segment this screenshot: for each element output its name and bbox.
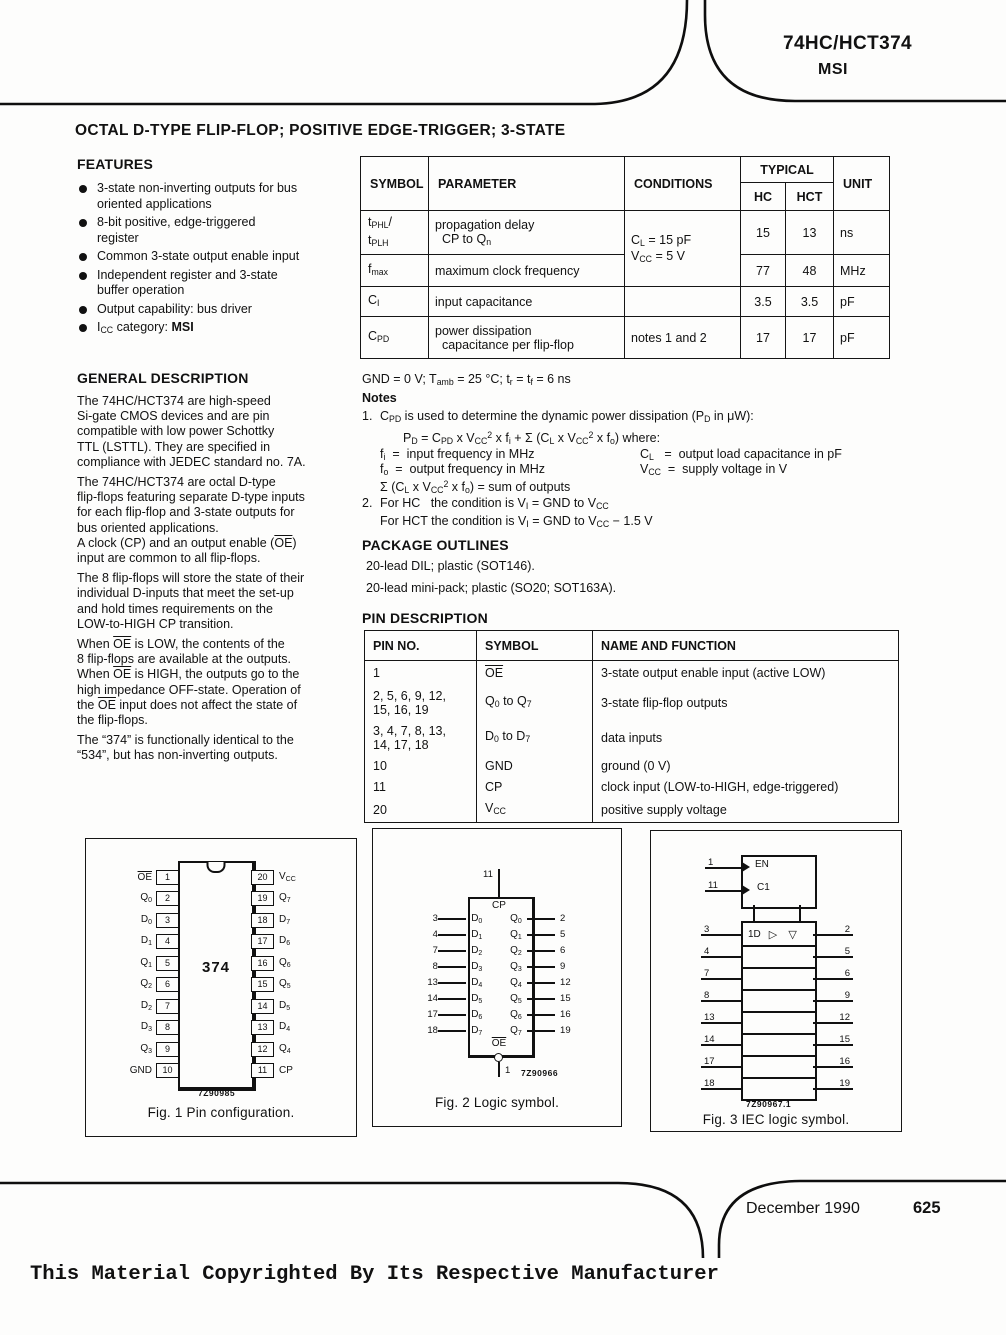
pin-row: $Q_2$ 6 15 $Q_5$ xyxy=(140,978,291,990)
en-label: EN xyxy=(755,859,769,870)
oe-label: $\overline{OE}$ xyxy=(491,1038,507,1049)
signal-row: 8 $D_3$ $Q_3$ 9 xyxy=(432,960,566,973)
flipflop-cell xyxy=(743,1033,815,1055)
pin-row: $D_3$ 8 13 $D_4$ xyxy=(140,1021,291,1033)
table-row: 1 $\overline{OE}$ 3-state output enable input (active LOW) xyxy=(365,661,899,686)
pin-number: 19 xyxy=(813,1078,853,1090)
pin-number: 8 xyxy=(701,990,741,1002)
feature-item: 3-state non-inverting outputs for bus oriented applications xyxy=(77,181,369,212)
description-paragraph: The 74HC/HCT374 are high-speed Si-gate CMOS devices and are pin compatible with low power Schottky TTL (LSTTL). They are specified in compliance with JEDEC standard no. 7A. xyxy=(77,394,306,469)
signal-row: 7 $D_2$ $Q_2$ 6 xyxy=(432,944,566,957)
pin-number: 13 xyxy=(701,1012,741,1024)
oe-input-line xyxy=(498,1062,500,1077)
pin-number: 17 xyxy=(701,1056,741,1068)
note-2: 2. For HC the condition is $V_I$ = GND to $V_{CC}$ For HCT the condition is $V_I$ = GND to $V_{CC} - 1.5$ V xyxy=(362,496,653,530)
col-header-name-function: NAME AND FUNCTION xyxy=(593,631,899,661)
pin-number: 6 xyxy=(813,968,853,980)
fig2-logic-symbol xyxy=(372,828,622,1127)
flipflop-cell xyxy=(743,945,815,967)
pin-number: 1 xyxy=(705,857,741,869)
pin-box: 1 xyxy=(156,870,179,885)
notes-heading: Notes xyxy=(362,391,397,405)
pin-box: 7 xyxy=(156,999,179,1014)
table-row: 20 $V_{CC}$ positive supply voltage xyxy=(365,798,899,823)
chip-part-label: 374 xyxy=(201,959,231,976)
flipflop-cell xyxy=(743,1055,815,1077)
pin-box: 6 xyxy=(156,977,179,992)
connector-line xyxy=(799,905,801,921)
table-row: 3, 4, 7, 8, 13, 14, 17, 18 $D_0$ to $D_7$ data inputs xyxy=(365,721,899,756)
pin-number: 16 xyxy=(813,1056,853,1068)
pin-box: 5 xyxy=(156,956,179,971)
iec-flipflop-stack xyxy=(741,921,817,1101)
signal-row: 17 $D_6$ $Q_6$ 16 xyxy=(427,1008,571,1021)
active-low-bubble-icon xyxy=(494,1053,503,1062)
pin-number: 11 xyxy=(483,869,493,880)
pin-box: 14 xyxy=(251,999,274,1014)
signal-row: 3 $D_0$ $Q_0$ 2 xyxy=(432,912,566,925)
pin-box: 8 xyxy=(156,1020,179,1035)
features-heading: FEATURES xyxy=(77,156,154,172)
pin-row: $\overline{OE}$ 1 20 $V_{CC}$ xyxy=(137,871,296,883)
feature-item: Common 3-state output enable input xyxy=(77,249,369,265)
pin-box: 2 xyxy=(156,891,179,906)
polarity-triangle-icon xyxy=(742,862,750,872)
package-outline-line: 20-lead DIL; plastic (SOT146). xyxy=(366,559,535,573)
pin-number: 2 xyxy=(813,924,853,936)
def-cl: $C_L$ = output load capacitance in pF xyxy=(640,447,842,463)
col-header-pin-no: PIN NO. xyxy=(365,631,477,661)
pin-box: 11 xyxy=(251,1063,274,1078)
figure-caption: Fig. 2 Logic symbol. xyxy=(434,1095,560,1110)
signal-row: 14 $D_5$ $Q_5$ 15 xyxy=(427,992,571,1005)
footer-date: December 1990 xyxy=(746,1200,860,1217)
general-description-section xyxy=(77,370,373,769)
feature-item: $I_{CC}$ category: MSI xyxy=(77,320,369,339)
fig3-iec-logic-symbol xyxy=(650,830,902,1132)
bullet-icon xyxy=(79,272,87,280)
pin-number: 12 xyxy=(813,1012,853,1024)
pin-number: 15 xyxy=(813,1034,853,1046)
bullet-icon xyxy=(79,253,87,261)
pin-box: 4 xyxy=(156,934,179,949)
flipflop-cell xyxy=(743,1077,815,1099)
pin-row: $Q_1$ 5 16 $Q_6$ xyxy=(140,957,291,969)
pin-number: 1 xyxy=(505,1065,511,1076)
pin-box: 17 xyxy=(251,934,274,949)
def-sum: Σ ($C_L$ x $V_{CC}^2$ x $f_o$) = sum of outputs xyxy=(380,479,571,496)
iec-control-block xyxy=(741,855,817,909)
table-row: $t_{PHL}/$ $t_{PLH}$ propagation delay CP to $Q_n$ $C_L = 15$ pF $V_{CC} = 5$ V 15 13 ns xyxy=(361,211,890,255)
figure-caption: Fig. 3 IEC logic symbol. xyxy=(702,1112,850,1127)
description-paragraph: When $\overline{OE}$ is LOW, the contents of the 8 flip-flops are available at the outputs. When $\overline{OE}$ is HIGH, the outputs go to the high impedance OFF-state. Operation of the $\overline{OE}$ input does not affect the state of the flip-flops. xyxy=(77,637,301,728)
col-header-typical: TYPICAL xyxy=(741,157,834,183)
cp-label: CP xyxy=(492,900,506,911)
pin-row: $Q_3$ 9 12 $Q_4$ xyxy=(140,1043,291,1055)
def-vcc: $V_{CC}$ = supply voltage in V xyxy=(640,462,788,478)
ic-category: MSI xyxy=(818,61,848,78)
bullet-icon xyxy=(79,324,87,332)
pin-description-table xyxy=(364,630,899,823)
signal-row: 18 $D_7$ $Q_7$ 19 xyxy=(427,1024,571,1037)
description-paragraph: The 74HC/HCT374 are octal D-type flip-flops featuring separate D-type inputs for each flip-flop and 3-state outputs for bus oriented applications. A clock (CP) and an output enable $(\overline{OE})$ input are common to all flip-flops. xyxy=(77,475,305,566)
col-header-conditions: CONDITIONS xyxy=(625,157,741,211)
figure-code: 7Z90967.1 xyxy=(746,1099,792,1109)
page-title: OCTAL D-TYPE FLIP-FLOP; POSITIVE EDGE-TRIGGER; 3-STATE xyxy=(75,122,566,139)
description-paragraph: The 8 flip-flops will store the state of their individual D-inputs that meet the set-up and hold times requirements on the LOW-to-HIGH CP transition. xyxy=(77,571,305,631)
pin-box: 19 xyxy=(251,891,274,906)
copyright-line: This Material Copyrighted By Its Respective Manufacturer xyxy=(30,1263,719,1286)
pin-number: 4 xyxy=(701,946,741,958)
c1-label: C1 xyxy=(757,882,770,893)
pin-row: GND 10 11 CP xyxy=(129,1064,293,1076)
col-header-symbol: SYMBOL xyxy=(477,631,593,661)
edge-and-3state-icons: ▷ ▽ xyxy=(768,928,801,941)
pin-row: $D_2$ 7 14 $D_5$ xyxy=(140,1000,291,1012)
flipflop-cell xyxy=(743,967,815,989)
def-fo: $f_o$ = output frequency in MHz xyxy=(380,462,546,478)
table-row: $C_{PD}$ power dissipation capacitance per flip-flop notes 1 and 2 17 17 pF xyxy=(361,317,890,359)
pin-number: 11 xyxy=(705,880,741,892)
pin-number: 14 xyxy=(701,1034,741,1046)
pin-box: 15 xyxy=(251,977,274,992)
flipflop-cell xyxy=(743,1011,815,1033)
bullet-icon xyxy=(79,306,87,314)
test-conditions: GND = 0 V; $T_{amb} = 25$ °C; $t_r = t_f = 6$ ns xyxy=(362,372,571,388)
table-row: $f_{max}$ maximum clock frequency 77 48 MHz xyxy=(361,255,890,287)
part-number: 74HC/HCT374 xyxy=(783,33,913,54)
figure-caption: Fig. 1 Pin configuration. xyxy=(147,1105,295,1120)
pin-box: 3 xyxy=(156,913,179,928)
note-1-formula: $P_D = C_{PD}$ x $V_{CC}^2$ x $f_i + \Sigma$ ($C_L$ x $V_{CC}^2$ x $f_o$) where: xyxy=(403,430,661,447)
pin-box: 9 xyxy=(156,1042,179,1057)
bullet-icon xyxy=(79,219,87,227)
figure-code: 7Z90966 xyxy=(521,1068,559,1078)
pin-row: $D_0$ 3 18 $D_7$ xyxy=(140,914,291,926)
signal-row: 4 $D_1$ $Q_1$ 5 xyxy=(432,928,566,941)
signal-row: 13 $D_4$ $Q_4$ 12 xyxy=(427,976,571,989)
col-header-symbol: SYMBOL xyxy=(361,157,429,211)
clock-input-line xyxy=(498,869,500,897)
pin-number: 5 xyxy=(813,946,853,958)
pin-number: 18 xyxy=(701,1078,741,1090)
pin-box: 12 xyxy=(251,1042,274,1057)
fig1-pin-configuration xyxy=(85,838,357,1137)
description-paragraph: The “374” is functionally identical to the “534”, but has non-inverting outputs. xyxy=(77,733,294,763)
pin-box: 13 xyxy=(251,1020,274,1035)
flipflop-cell xyxy=(743,989,815,1011)
col-header-hct: HCT xyxy=(786,183,834,211)
pin-row: $D_1$ 4 17 $D_6$ xyxy=(140,935,291,947)
features-section xyxy=(77,156,369,342)
col-header-hc: HC xyxy=(741,183,786,211)
feature-item: 8-bit positive, edge-triggered register xyxy=(77,215,369,246)
pin-box: 20 xyxy=(251,870,274,885)
pin-box: 16 xyxy=(251,956,274,971)
package-outlines-heading: PACKAGE OUTLINES xyxy=(362,537,509,553)
general-description-heading: GENERAL DESCRIPTION xyxy=(77,370,249,386)
clock-triangle-icon xyxy=(742,885,750,895)
connector-line xyxy=(753,905,755,921)
pin-number: 3 xyxy=(701,924,741,936)
note-1: 1. $C_{PD}$ is used to determine the dynamic power dissipation ($P_D$ in μW): xyxy=(362,409,754,425)
flipflop-cell: 1D ▷ ▽ xyxy=(748,928,801,941)
def-fi: $f_i$ = input frequency in MHz xyxy=(380,447,535,463)
characteristics-table xyxy=(360,156,890,359)
feature-item: Output capability: bus driver xyxy=(77,302,369,318)
table-row: 2, 5, 6, 9, 12, 15, 16, 19 $Q_0$ to $Q_7$ 3-state flip-flop outputs xyxy=(365,686,899,721)
table-row: 10 GND ground (0 V) xyxy=(365,756,899,777)
pin-description-heading: PIN DESCRIPTION xyxy=(362,610,488,626)
bullet-icon xyxy=(79,185,87,193)
pin-box: 10 xyxy=(156,1063,179,1078)
footer-page-number: 625 xyxy=(913,1199,941,1217)
pin-number: 7 xyxy=(701,968,741,980)
package-outline-line: 20-lead mini-pack; plastic (SO20; SOT163A). xyxy=(366,581,617,595)
col-header-unit: UNIT xyxy=(834,157,890,211)
table-row: 11 CP clock input (LOW-to-HIGH, edge-triggered) xyxy=(365,777,899,798)
figure-code: 7Z90985 xyxy=(198,1088,236,1098)
pin-box: 18 xyxy=(251,913,274,928)
pin-number: 9 xyxy=(813,990,853,1002)
pin-row: $Q_0$ 2 19 $Q_7$ xyxy=(140,892,291,904)
col-header-parameter: PARAMETER xyxy=(429,157,625,211)
feature-item: Independent register and 3-state buffer operation xyxy=(77,268,369,299)
table-row: $C_I$ input capacitance 3.5 3.5 pF xyxy=(361,287,890,317)
